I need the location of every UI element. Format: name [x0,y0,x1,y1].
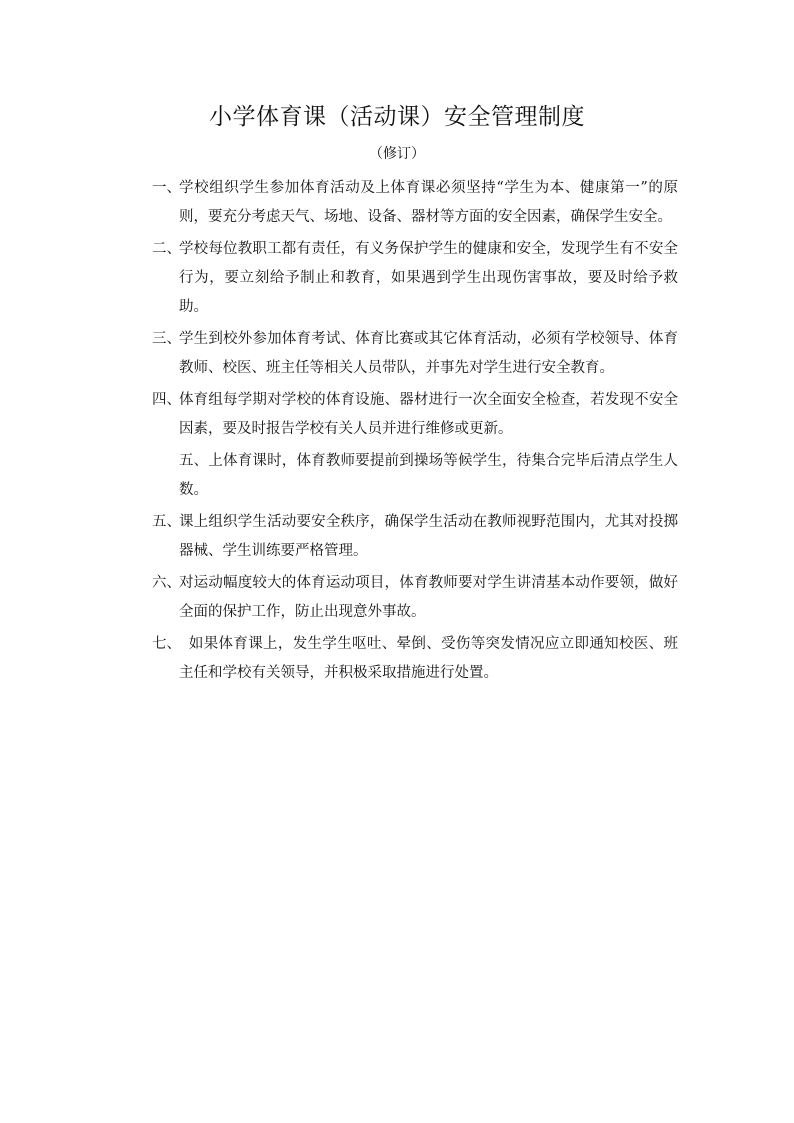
clause-number: 一、 [152,180,181,196]
clause-text: 如果体育课上，发生学生呕吐、晕倒、受伤等突发情况应立即通知校医、班主任和学校有关领导，并积极采取措施进行处置。 [179,636,679,681]
clause-text: 五、上体育课时，体育教师要提前到操场等候学生，待集合完毕后清点学生人数。 [179,453,678,498]
document-title: 小学体育课（活动课）安全管理制度 [209,104,585,130]
clause-number: 六、 [152,575,181,591]
clause-number: 四、 [152,392,181,408]
clause-text: 学校组织学生参加体育活动及上体育课必须坚持“学生为本、健康第一”的原则，要充分考虑天气、场地、设备、器材等方面的安全因素，确保学生安全。 [179,180,678,225]
clause-4 [152,386,678,444]
clause-text: 体育组每学期对学校的体育设施、器材进行一次全面安全检查，若发现不安全因素，要及时报告学校有关人员并进行维修或更新。 [179,392,678,437]
clause-6 [152,569,678,627]
clause-text: 对运动幅度较大的体育运动项目，体育教师要对学生讲清基本动作要领，做好全面的保护工作，防止出现意外事故。 [179,575,678,620]
clause-1 [152,174,678,232]
clause-3 [152,325,678,383]
clause-text: 学校每位教职工都有责任，有义务保护学生的健康和安全，发现学生有不安全行为，要立刻给予制止和教育，如果遇到学生出现伤害事故，要及时给予救助。 [179,241,678,315]
document-subtitle: （修订） [369,146,425,162]
clause-number: 二、 [152,241,181,257]
clause-number: 七、 [152,636,181,652]
clause-number: 五、 [152,514,181,530]
clause-5a [152,447,678,505]
clause-2 [152,235,678,322]
clause-list [152,174,678,691]
clause-7 [152,630,678,688]
clause-text: 课上组织学生活动要安全秩序，确保学生活动在教师视野范围内，尤其对投掷器械、学生训练要严格管理。 [179,514,678,559]
clause-number: 三、 [152,331,181,347]
clause-5b [152,508,678,566]
clause-text: 学生到校外参加体育考试、体育比赛或其它体育活动，必须有学校领导、体育教师、校医、班主任等相关人员带队，并事先对学生进行安全教育。 [179,331,678,376]
